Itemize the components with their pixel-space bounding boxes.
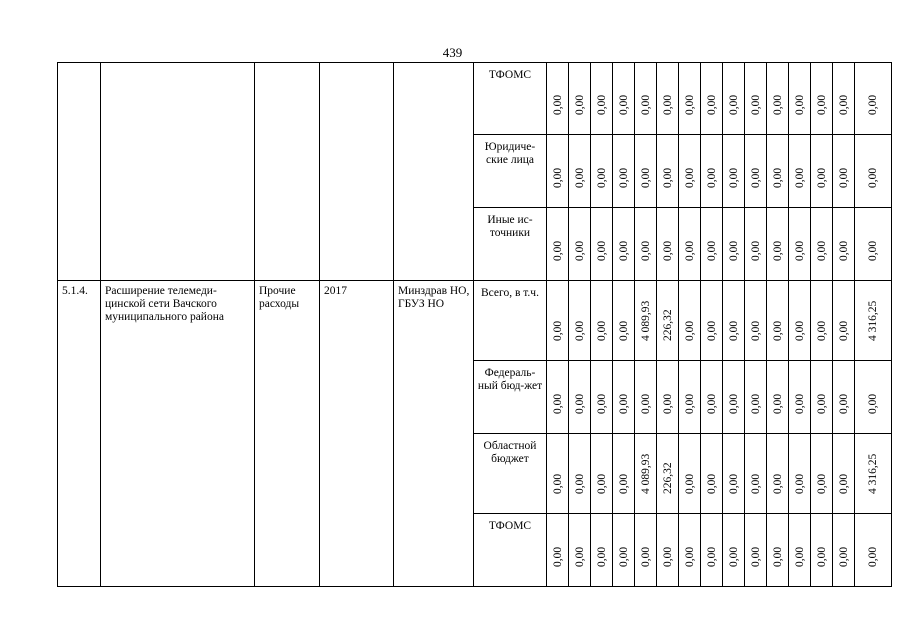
value-cell	[745, 361, 767, 434]
value-cell	[723, 514, 745, 587]
value-text: 226,32	[661, 462, 674, 494]
value-text: 0,00	[595, 473, 608, 494]
empty-cell	[101, 63, 255, 281]
funding-source: Юридиче-ские лица	[474, 135, 547, 208]
value-cell	[635, 434, 657, 514]
value-cell	[547, 361, 569, 434]
value-cell	[679, 281, 701, 361]
value-text: 0,00	[639, 94, 652, 115]
value-cell	[811, 514, 833, 587]
value-cell	[701, 281, 723, 361]
value-cell	[723, 434, 745, 514]
value-cell	[613, 434, 635, 514]
value-text: 0,00	[867, 393, 879, 414]
value-cell	[635, 135, 657, 208]
value-text: 0,00	[749, 393, 762, 414]
value-cell	[613, 281, 635, 361]
value-text: 0,00	[837, 320, 850, 341]
value-text: 0,00	[793, 94, 806, 115]
value-cell	[569, 361, 591, 434]
value-cell	[635, 208, 657, 281]
value-text: 0,00	[771, 167, 784, 188]
value-text: 0,00	[705, 393, 718, 414]
value-text: 0,00	[727, 473, 740, 494]
value-text: 0,00	[683, 240, 696, 261]
value-cell	[701, 135, 723, 208]
value-text: 0,00	[551, 94, 564, 115]
value-cell	[745, 514, 767, 587]
value-cell	[767, 281, 789, 361]
value-cell	[833, 514, 855, 587]
value-cell	[723, 281, 745, 361]
value-cell	[767, 208, 789, 281]
value-text: 0,00	[573, 167, 586, 188]
value-cell	[591, 361, 613, 434]
value-text: 0,00	[595, 320, 608, 341]
value-text: 0,00	[771, 240, 784, 261]
value-cell	[635, 361, 657, 434]
value-text: 0,00	[771, 94, 784, 115]
value-text: 0,00	[837, 473, 850, 494]
value-cell	[701, 208, 723, 281]
funding-source: Всего, в т.ч.	[474, 281, 547, 361]
empty-cell	[394, 63, 474, 281]
value-cell	[811, 434, 833, 514]
value-text: 0,00	[639, 240, 652, 261]
value-cell	[547, 135, 569, 208]
value-text: 0,00	[867, 94, 879, 115]
value-cell	[569, 281, 591, 361]
table-row	[58, 281, 892, 361]
value-cell	[767, 514, 789, 587]
empty-cell	[320, 63, 394, 281]
value-text: 0,00	[595, 546, 608, 567]
value-cell	[855, 361, 892, 434]
value-text: 0,00	[771, 473, 784, 494]
value-cell	[591, 208, 613, 281]
value-text: 0,00	[727, 94, 740, 115]
value-cell	[745, 281, 767, 361]
value-text: 0,00	[661, 167, 674, 188]
value-cell	[745, 63, 767, 135]
value-text: 0,00	[793, 473, 806, 494]
value-text: 0,00	[705, 240, 718, 261]
item-number: 5.1.4.	[58, 281, 101, 587]
value-cell	[547, 281, 569, 361]
value-text: 4 316,25	[867, 453, 879, 494]
value-cell	[723, 208, 745, 281]
value-cell	[547, 514, 569, 587]
value-cell	[657, 514, 679, 587]
value-cell	[833, 208, 855, 281]
value-text: 0,00	[705, 167, 718, 188]
value-cell	[679, 361, 701, 434]
value-cell	[591, 434, 613, 514]
value-cell	[679, 208, 701, 281]
value-cell	[789, 361, 811, 434]
budget-table	[57, 62, 892, 587]
value-text: 0,00	[793, 240, 806, 261]
value-cell	[767, 63, 789, 135]
value-cell	[789, 514, 811, 587]
value-text: 0,00	[639, 167, 652, 188]
value-cell	[767, 135, 789, 208]
value-text: 0,00	[749, 240, 762, 261]
value-text: 0,00	[837, 393, 850, 414]
value-cell	[547, 208, 569, 281]
value-text: 0,00	[749, 94, 762, 115]
funding-source: Иные ис-точники	[474, 208, 547, 281]
value-cell	[613, 514, 635, 587]
value-text: 0,00	[749, 167, 762, 188]
value-cell	[723, 63, 745, 135]
value-text: 0,00	[705, 473, 718, 494]
value-text: 0,00	[573, 94, 586, 115]
value-cell	[767, 434, 789, 514]
value-text: 0,00	[661, 393, 674, 414]
value-cell	[833, 63, 855, 135]
value-text: 0,00	[705, 546, 718, 567]
value-text: 0,00	[661, 240, 674, 261]
value-text: 0,00	[683, 94, 696, 115]
value-cell	[855, 434, 892, 514]
value-cell	[833, 281, 855, 361]
value-cell	[591, 135, 613, 208]
value-text: 0,00	[705, 94, 718, 115]
value-text: 0,00	[837, 240, 850, 261]
value-text: 0,00	[727, 167, 740, 188]
value-text: 0,00	[815, 393, 828, 414]
value-text: 0,00	[749, 320, 762, 341]
value-cell	[679, 63, 701, 135]
value-text: 0,00	[771, 546, 784, 567]
value-cell	[635, 281, 657, 361]
value-text: 0,00	[551, 393, 564, 414]
funding-source: ТФОМС	[474, 63, 547, 135]
value-text: 0,00	[595, 94, 608, 115]
item-executor: Минздрав НО, ГБУЗ НО	[394, 281, 474, 587]
value-cell	[613, 361, 635, 434]
value-text: 0,00	[727, 320, 740, 341]
value-cell	[811, 208, 833, 281]
table-row	[58, 63, 892, 135]
value-cell	[679, 514, 701, 587]
value-cell	[569, 434, 591, 514]
value-cell	[855, 514, 892, 587]
value-text: 0,00	[793, 320, 806, 341]
value-cell	[569, 514, 591, 587]
value-text: 0,00	[639, 546, 652, 567]
value-text: 0,00	[705, 320, 718, 341]
value-cell	[833, 361, 855, 434]
value-text: 0,00	[595, 240, 608, 261]
value-text: 0,00	[867, 240, 879, 261]
value-cell	[811, 281, 833, 361]
value-text: 0,00	[815, 473, 828, 494]
item-name: Расширение телемеди-цинской сети Вачского муниципального района	[101, 281, 255, 587]
value-text: 0,00	[793, 546, 806, 567]
value-cell	[701, 361, 723, 434]
value-text: 0,00	[661, 546, 674, 567]
value-cell	[569, 208, 591, 281]
value-text: 0,00	[617, 546, 630, 567]
value-text: 0,00	[617, 240, 630, 261]
value-cell	[547, 63, 569, 135]
value-cell	[591, 63, 613, 135]
value-cell	[701, 63, 723, 135]
value-text: 0,00	[551, 546, 564, 567]
value-cell	[613, 135, 635, 208]
value-cell	[723, 361, 745, 434]
value-cell	[613, 63, 635, 135]
value-cell	[679, 135, 701, 208]
value-text: 0,00	[867, 167, 879, 188]
value-text: 0,00	[573, 320, 586, 341]
value-text: 0,00	[815, 167, 828, 188]
value-cell	[635, 514, 657, 587]
value-cell	[657, 434, 679, 514]
value-cell	[855, 63, 892, 135]
item-year: 2017	[320, 281, 394, 587]
value-text: 0,00	[551, 167, 564, 188]
value-text: 0,00	[551, 320, 564, 341]
value-text: 0,00	[617, 167, 630, 188]
value-text: 0,00	[551, 240, 564, 261]
value-text: 4 316,25	[867, 300, 879, 341]
value-cell	[701, 434, 723, 514]
value-text: 0,00	[617, 393, 630, 414]
value-cell	[701, 514, 723, 587]
value-cell	[789, 135, 811, 208]
value-text: 0,00	[837, 94, 850, 115]
empty-cell	[255, 63, 320, 281]
value-text: 0,00	[573, 240, 586, 261]
value-text: 0,00	[815, 94, 828, 115]
value-text: 0,00	[815, 320, 828, 341]
value-text: 0,00	[617, 320, 630, 341]
value-cell	[855, 281, 892, 361]
value-text: 0,00	[749, 473, 762, 494]
value-text: 0,00	[683, 393, 696, 414]
empty-cell	[58, 63, 101, 281]
value-text: 0,00	[617, 473, 630, 494]
value-cell	[789, 434, 811, 514]
value-cell	[569, 135, 591, 208]
value-cell	[657, 208, 679, 281]
value-cell	[657, 135, 679, 208]
value-cell	[591, 281, 613, 361]
value-text: 4 089,93	[639, 453, 652, 494]
value-cell	[657, 281, 679, 361]
value-cell	[745, 135, 767, 208]
value-text: 0,00	[573, 546, 586, 567]
value-text: 0,00	[683, 320, 696, 341]
value-cell	[679, 434, 701, 514]
value-cell	[569, 63, 591, 135]
value-cell	[547, 434, 569, 514]
value-text: 0,00	[867, 546, 879, 567]
value-text: 0,00	[617, 94, 630, 115]
page-number: 439	[442, 45, 463, 60]
funding-source: Областной бюджет	[474, 434, 547, 514]
value-text: 0,00	[639, 393, 652, 414]
value-cell	[811, 135, 833, 208]
value-text: 0,00	[595, 167, 608, 188]
value-cell	[745, 434, 767, 514]
value-text: 0,00	[815, 546, 828, 567]
value-text: 0,00	[683, 473, 696, 494]
value-text: 0,00	[837, 167, 850, 188]
value-cell	[855, 208, 892, 281]
value-text: 4 089,93	[639, 300, 652, 341]
value-text: 0,00	[573, 393, 586, 414]
value-cell	[635, 63, 657, 135]
value-text: 0,00	[661, 94, 674, 115]
value-text: 0,00	[727, 240, 740, 261]
value-text: 0,00	[683, 167, 696, 188]
value-text: 0,00	[793, 167, 806, 188]
value-cell	[789, 63, 811, 135]
value-text: 0,00	[551, 473, 564, 494]
value-text: 0,00	[771, 320, 784, 341]
funding-source: ТФОМС	[474, 514, 547, 587]
expense-type: Прочие расходы	[255, 281, 320, 587]
value-text: 0,00	[771, 393, 784, 414]
value-cell	[745, 208, 767, 281]
value-cell	[723, 135, 745, 208]
value-text: 0,00	[573, 473, 586, 494]
value-cell	[767, 361, 789, 434]
value-text: 226,32	[661, 309, 674, 341]
value-text: 0,00	[683, 546, 696, 567]
funding-source: Федераль-ный бюд-жет	[474, 361, 547, 434]
value-cell	[833, 135, 855, 208]
value-cell	[811, 361, 833, 434]
value-cell	[833, 434, 855, 514]
value-cell	[613, 208, 635, 281]
value-text: 0,00	[837, 546, 850, 567]
value-text: 0,00	[749, 546, 762, 567]
value-cell	[657, 63, 679, 135]
value-cell	[811, 63, 833, 135]
value-cell	[657, 361, 679, 434]
value-text: 0,00	[727, 393, 740, 414]
value-text: 0,00	[793, 393, 806, 414]
value-cell	[855, 135, 892, 208]
value-cell	[789, 208, 811, 281]
value-cell	[789, 281, 811, 361]
value-text: 0,00	[727, 546, 740, 567]
value-text: 0,00	[815, 240, 828, 261]
value-cell	[591, 514, 613, 587]
value-text: 0,00	[595, 393, 608, 414]
